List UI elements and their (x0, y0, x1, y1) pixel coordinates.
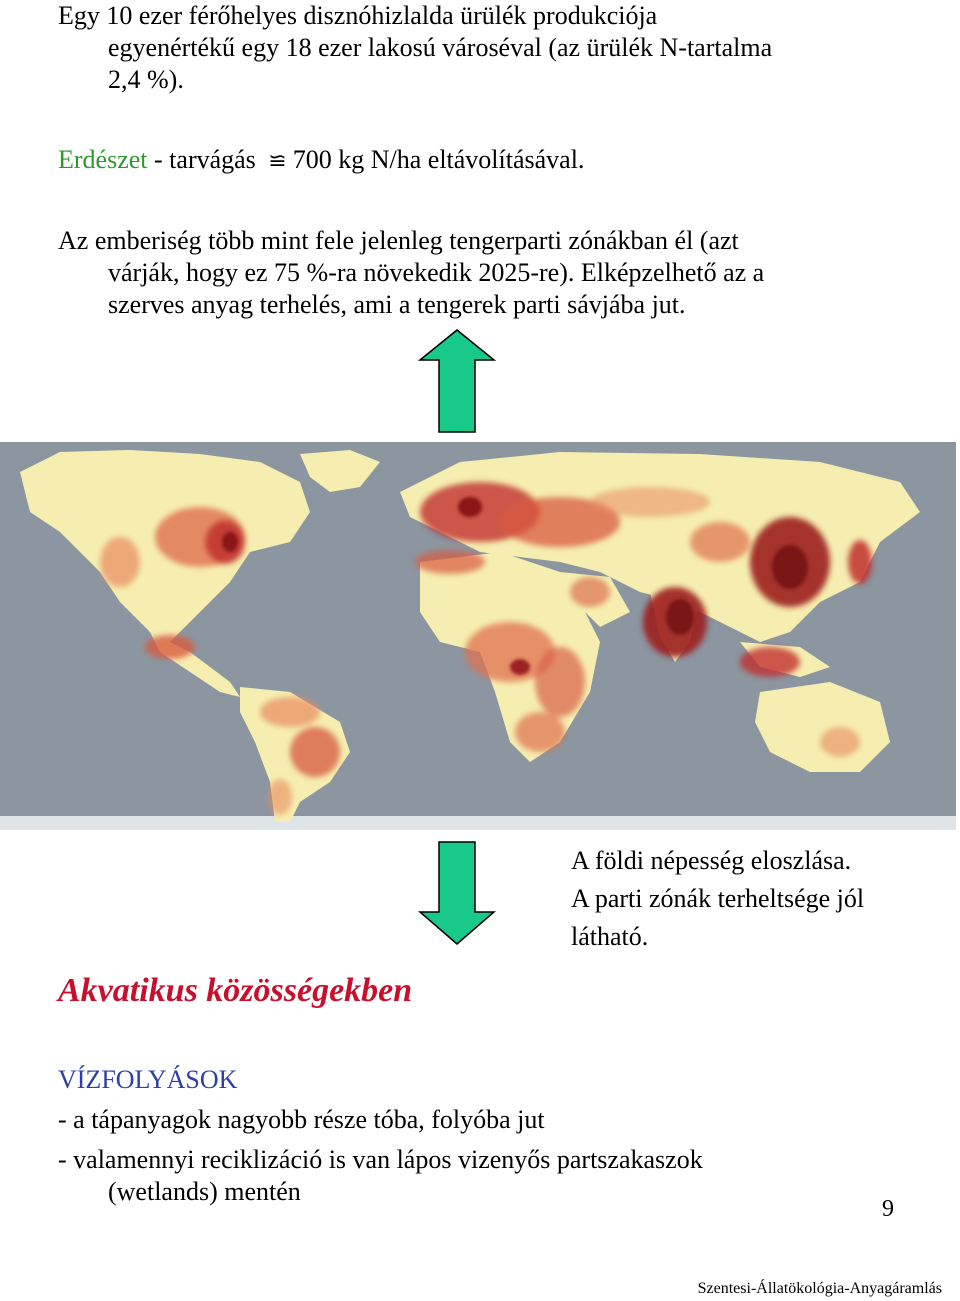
caption-line: A földi népesség eloszlása. (571, 846, 852, 875)
forestry-term: Erdészet (58, 145, 148, 174)
text-line: Az emberiség több mint fele jelenleg tengerparti zónákban él (azt (58, 226, 739, 255)
list-item-continuation: (wetlands) mentén (108, 1177, 301, 1206)
page-number: 9 (882, 1196, 894, 1222)
paragraph-forestry (58, 144, 584, 177)
approx-equal-symbol: ≌ (268, 148, 287, 173)
caption-line: látható. (571, 922, 649, 951)
paragraph-coastal (58, 225, 764, 321)
text-fragment: 700 kg N/ha eltávolításával. (292, 145, 585, 174)
text-line: Egy 10 ezer férőhelyes disznóhizlalda ürülék produkciója (58, 1, 658, 30)
text-line: szerves anyag terhelés, ami a tengerek parti sávjába jut. (108, 290, 686, 319)
caption-line: A parti zónák terheltsége jól (571, 884, 865, 913)
paragraph-manure (58, 0, 772, 96)
list-item: - a tápanyagok nagyobb része tóba, folyóba jut (58, 1105, 545, 1134)
map-caption (571, 842, 864, 956)
text-line: 2,4 %). (108, 65, 184, 94)
list-item: - valamennyi reciklizáció is van lápos vizenyős partszakaszok (58, 1145, 703, 1174)
watercourses-section (58, 1064, 703, 1208)
footer-text: Szentesi-Állatökológia-Anyagáramlás (697, 1280, 942, 1297)
section-title: VÍZFOLYÁSOK (58, 1065, 238, 1094)
text-line: várják, hogy ez 75 %-ra növekedik 2025-re). Elképzelhető az a (108, 258, 765, 287)
arrow-up-icon (418, 328, 496, 434)
section-heading: Akvatikus közösségekben (58, 972, 413, 1009)
text-line: egyenértékű egy 18 ezer lakosú városéval (az ürülék N-tartalma (108, 33, 773, 62)
arrow-down-icon (418, 840, 496, 946)
text-fragment: - tarvágás (147, 145, 256, 174)
world-population-map (0, 442, 956, 830)
